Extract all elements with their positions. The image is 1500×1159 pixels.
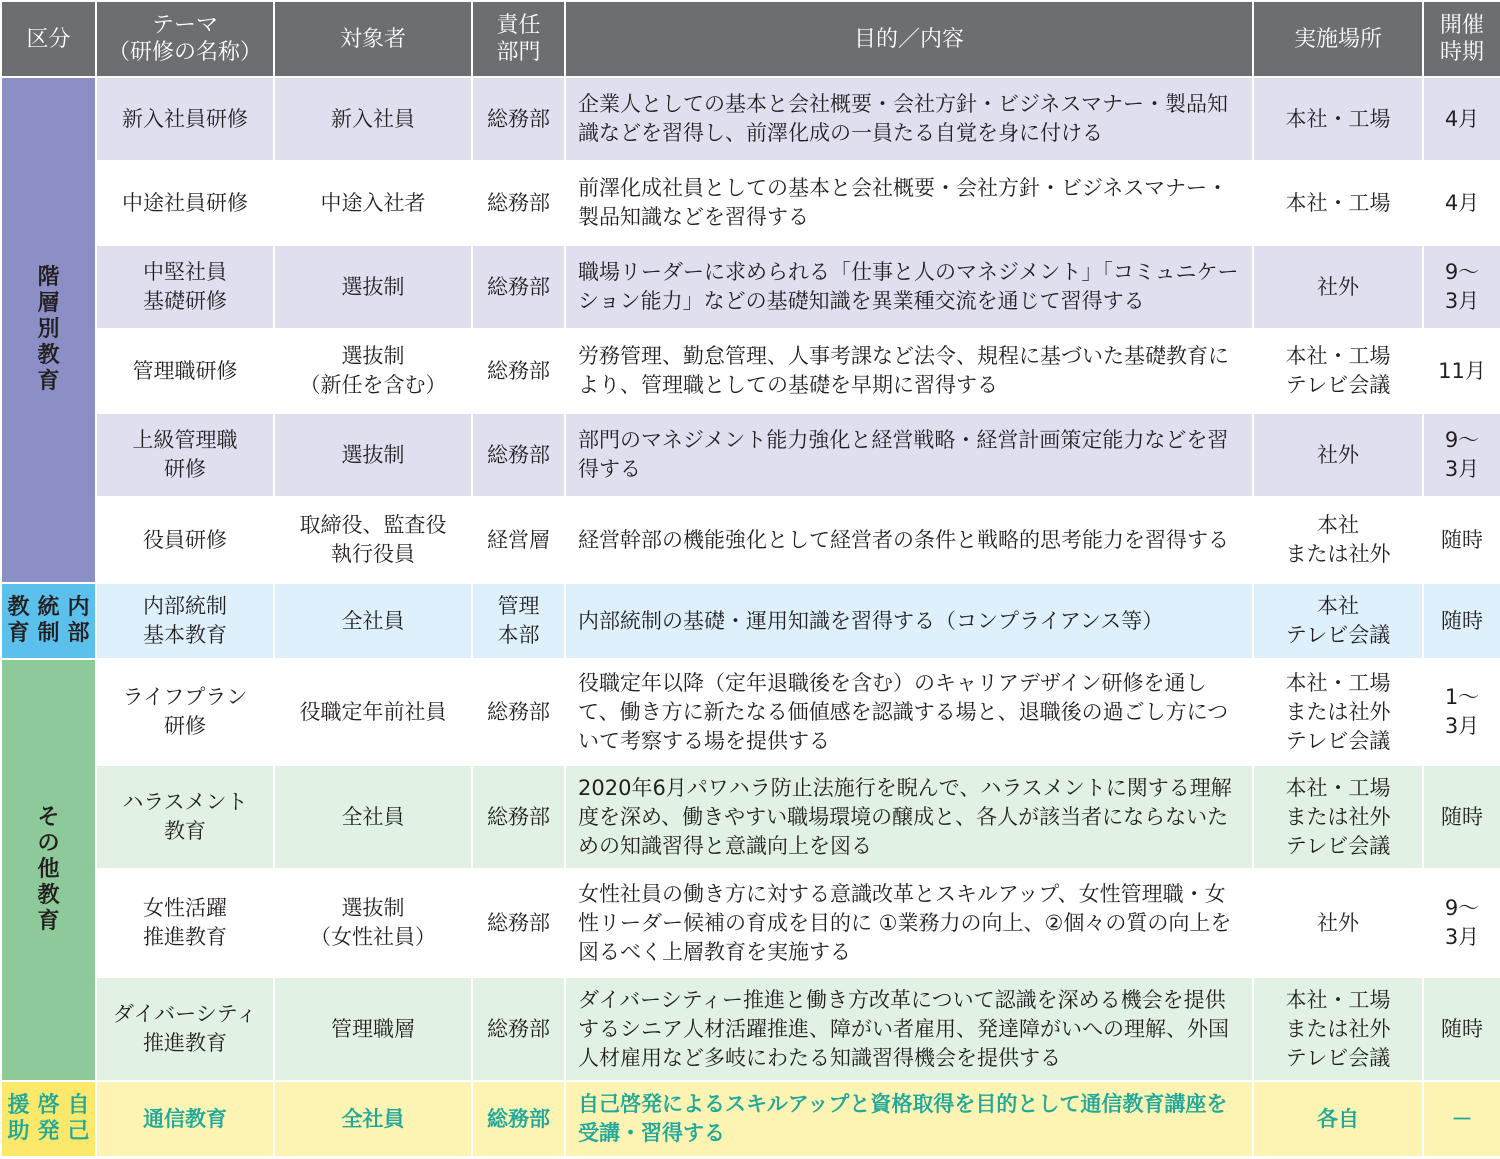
row-timing: 9～ 3月 [1423, 413, 1500, 497]
table-row [1, 659, 1500, 765]
row-place: 社外 [1253, 869, 1423, 977]
row-dept: 総務部 [472, 869, 565, 977]
row-purpose: 労務管理、勤怠管理、人事考課など法令、規程に基づいた基礎教育により、管理職としての基礎を早期に習得する [565, 329, 1253, 413]
row-purpose: 2020年6月パワハラ防止法施行を睨んで、ハラスメントに関する理解度を深め、働きやすい職場環境の醸成と、各人が該当者にならないための知識習得と意識向上を図る [565, 765, 1253, 869]
row-timing: 11月 [1423, 329, 1500, 413]
category-hierarchy: 階層別教育 [1, 77, 96, 583]
row-theme: ハラスメント 教育 [96, 765, 274, 869]
row-target: 選抜制 （女性社員） [274, 869, 472, 977]
table-row [1, 329, 1500, 413]
row-target: 選抜制 [274, 413, 472, 497]
row-timing: 随時 [1423, 977, 1500, 1081]
row-place: 本社・工場 または社外 テレビ会議 [1253, 659, 1423, 765]
row-dept: 経営層 [472, 497, 565, 583]
row-purpose: 役職定年以降（定年退職後を含む）のキャリアデザイン研修を通して、働き方に新たなる価値感を認識する場と、退職後の過ごし方について考察する場を提供する [565, 659, 1253, 765]
header-place: 実施場所 [1253, 1, 1423, 77]
row-place: 本社・工場 [1253, 77, 1423, 161]
header-theme: テーマ （研修の名称） [96, 1, 274, 77]
row-target: 中途入社者 [274, 161, 472, 245]
row-place: 本社・工場 または社外 テレビ会議 [1253, 765, 1423, 869]
row-purpose: 前澤化成社員としての基本と会社概要・会社方針・ビジネスマナー・製品知識などを習得する [565, 161, 1253, 245]
row-target: 役職定年前社員 [274, 659, 472, 765]
header-timing: 開催 時期 [1423, 1, 1500, 77]
row-timing: 随時 [1423, 583, 1500, 659]
row-dept: 総務部 [472, 413, 565, 497]
row-theme: 役員研修 [96, 497, 274, 583]
row-purpose: 女性社員の働き方に対する意識改革とスキルアップ、女性管理職・女性リーダー候補の育成を目的に ①業務力の向上、②個々の質の向上を図るべく上層教育を実施する [565, 869, 1253, 977]
row-timing: 9～ 3月 [1423, 245, 1500, 329]
header-purpose: 目的／内容 [565, 1, 1253, 77]
row-purpose: 自己啓発によるスキルアップと資格取得を目的として通信教育講座を受講・習得する [565, 1081, 1253, 1157]
row-dept: 総務部 [472, 765, 565, 869]
category-other: その他教育 [1, 659, 96, 1081]
row-place: 本社・工場 または社外 テレビ会議 [1253, 977, 1423, 1081]
table-row [1, 869, 1500, 977]
header-row [1, 1, 1500, 77]
table-row [1, 977, 1500, 1081]
row-place: 本社 または社外 [1253, 497, 1423, 583]
row-purpose: 職場リーダーに求められる「仕事と人のマネジメント」「コミュニケーション能力」などの基礎知識を異業種交流を通じて習得する [565, 245, 1253, 329]
row-place: 各自 [1253, 1081, 1423, 1157]
row-dept: 総務部 [472, 161, 565, 245]
row-theme: 中堅社員 基礎研修 [96, 245, 274, 329]
row-dept: 総務部 [472, 245, 565, 329]
row-theme: 内部統制 基本教育 [96, 583, 274, 659]
category-self-development: 自己 啓発 援助 [1, 1081, 96, 1157]
table-row [1, 1081, 1500, 1157]
row-timing: 4月 [1423, 77, 1500, 161]
row-purpose: ダイバーシティー推進と働き方改革について認識を深める機会を提供するシニア人材活躍推進、障がい者雇用、発達障がいへの理解、外国人材雇用など多岐にわたる知識習得機会を提供する [565, 977, 1253, 1081]
table-row [1, 765, 1500, 869]
row-theme: 新入社員研修 [96, 77, 274, 161]
row-timing: 随時 [1423, 497, 1500, 583]
row-purpose: 経営幹部の機能強化として経営者の条件と戦略的思考能力を習得する [565, 497, 1253, 583]
row-timing: 4月 [1423, 161, 1500, 245]
table-row [1, 161, 1500, 245]
row-timing: 1～ 3月 [1423, 659, 1500, 765]
table-row [1, 77, 1500, 161]
row-dept: 総務部 [472, 659, 565, 765]
row-theme: 中途社員研修 [96, 161, 274, 245]
row-dept: 総務部 [472, 329, 565, 413]
header-category: 区分 [1, 1, 96, 77]
row-target: 新入社員 [274, 77, 472, 161]
row-dept: 総務部 [472, 77, 565, 161]
table-row [1, 413, 1500, 497]
row-theme: 管理職研修 [96, 329, 274, 413]
row-target: 全社員 [274, 1081, 472, 1157]
row-place: 社外 [1253, 413, 1423, 497]
row-dept: 総務部 [472, 1081, 565, 1157]
table-row [1, 245, 1500, 329]
category-internal-control: 内部 統制 教育 [1, 583, 96, 659]
row-theme: ダイバーシティ 推進教育 [96, 977, 274, 1081]
row-target: 管理職層 [274, 977, 472, 1081]
row-dept: 管理 本部 [472, 583, 565, 659]
row-dept: 総務部 [472, 977, 565, 1081]
row-target: 取締役、監査役 執行役員 [274, 497, 472, 583]
header-target: 対象者 [274, 1, 472, 77]
row-target: 全社員 [274, 765, 472, 869]
header-dept: 責任 部門 [472, 1, 565, 77]
row-timing: 9～ 3月 [1423, 869, 1500, 977]
row-theme: 上級管理職 研修 [96, 413, 274, 497]
row-theme: 通信教育 [96, 1081, 274, 1157]
row-target: 選抜制 （新任を含む） [274, 329, 472, 413]
row-timing: 随時 [1423, 765, 1500, 869]
table-row [1, 583, 1500, 659]
row-place: 本社・工場 [1253, 161, 1423, 245]
row-target: 全社員 [274, 583, 472, 659]
row-theme: 女性活躍 推進教育 [96, 869, 274, 977]
row-timing: － [1423, 1081, 1500, 1157]
row-place: 本社 テレビ会議 [1253, 583, 1423, 659]
table-row [1, 497, 1500, 583]
row-purpose: 企業人としての基本と会社概要・会社方針・ビジネスマナー・製品知識などを習得し、前澤化成の一員たる自覚を身に付ける [565, 77, 1253, 161]
row-purpose: 内部統制の基礎・運用知識を習得する（コンプライアンス等） [565, 583, 1253, 659]
row-purpose: 部門のマネジメント能力強化と経営戦略・経営計画策定能力などを習得する [565, 413, 1253, 497]
row-target: 選抜制 [274, 245, 472, 329]
row-theme: ライフプラン 研修 [96, 659, 274, 765]
row-place: 社外 [1253, 245, 1423, 329]
row-place: 本社・工場 テレビ会議 [1253, 329, 1423, 413]
